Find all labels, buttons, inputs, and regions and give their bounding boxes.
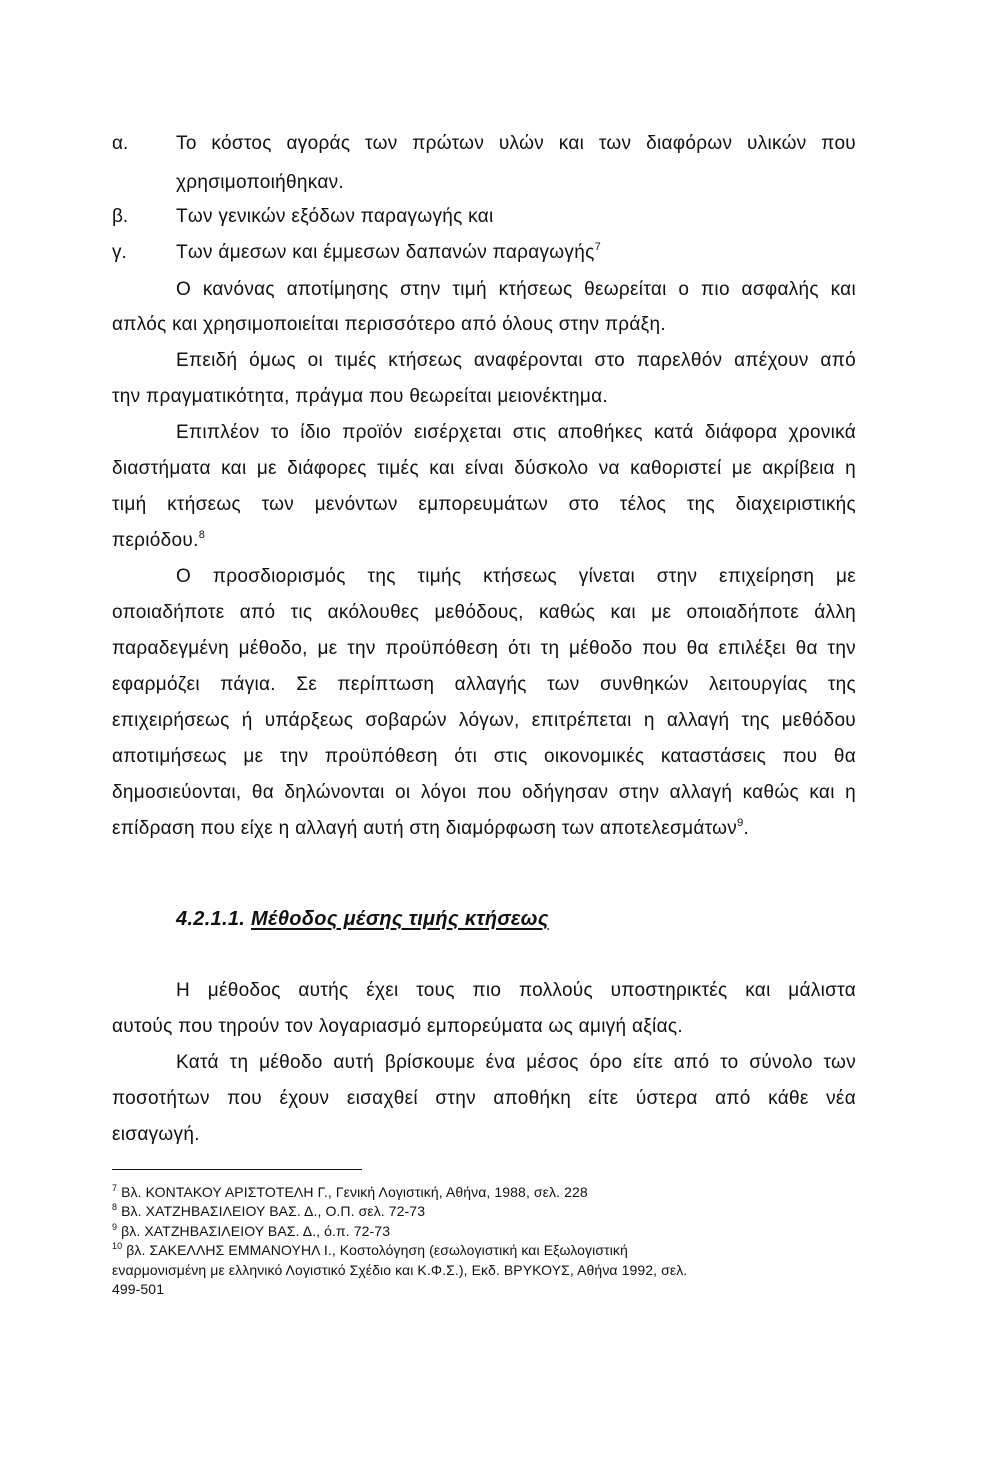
paragraph-3-line1: Επιπλέον το ίδιο προϊόν εισέρχεται στις αποθήκες κατά διάφορα χρονικά — [176, 422, 856, 443]
footnote-8-text: Βλ. ΧΑΤΖΗΒΑΣΙΛΕΙΟΥ ΒΑΣ. Δ., Ο.Π. σελ. 72-73 — [121, 1203, 426, 1219]
section-title: Μέθοδος μέσης τιμής κτήσεως — [250, 908, 549, 930]
footnote-7 — [112, 1184, 588, 1200]
list-item-c-text: Των άμεσων και έμμεσων δαπανών παραγωγής — [176, 242, 595, 263]
section-number: 4.2.1.1. — [176, 908, 246, 930]
paragraph-4-line4: εφαρμόζει πάγια. Σε περίπτωση αλλαγής των συνθηκών λειτουργίας της — [112, 674, 856, 695]
paragraph-2-line2: την πραγματικότητα, πράγμα που θεωρείται μειονέκτημα. — [112, 386, 608, 407]
footnote-9-text: βλ. ΧΑΤΖΗΒΑΣΙΛΕΙΟΥ ΒΑΣ. Δ., ό.π. 72-73 — [121, 1223, 391, 1239]
footnote-9-number: 9 — [112, 1222, 118, 1232]
paragraph-1-line1: Ο κανόνας αποτίμησης στην τιμή κτήσεως θεωρείται ο πιο ασφαλής και — [176, 279, 856, 300]
paragraph-4-line7: δημοσιεύονται, θα δηλώνονται οι λόγοι που οδήγησαν στην αλλαγή καθώς και η — [112, 782, 856, 803]
list-item-b: Των γενικών εξόδων παραγωγής και — [176, 206, 494, 227]
paragraph-4-line3: παραδεγμένη μέθοδο, με την προϋπόθεση ότι τη μέθοδο που θα επιλέξει θα την — [112, 638, 856, 659]
footnote-10-number: 10 — [112, 1241, 123, 1251]
paragraph-3-line2: διαστήματα και με διάφορες τιμές και είναι δύσκολο να καθοριστεί με ακρίβεια η — [112, 458, 856, 479]
paragraph-1-line2: απλός και χρησιμοποιείται περισσότερο από όλους στην πράξη. — [112, 314, 666, 335]
paragraph-5-line1: Η μέθοδος αυτής έχει τους πιο πολλούς υποστηρικτές και μάλιστα — [176, 980, 856, 1001]
list-item-a-line1: Το κόστος αγοράς των πρώτων υλών και των διαφόρων υλικών που — [176, 133, 856, 154]
paragraph-5-line2: αυτούς που τηρούν τον λογαριασμό εμπορεύματα ως αμιγή αξίας. — [112, 1016, 683, 1037]
footnote-8 — [112, 1203, 425, 1219]
paragraph-4-line8-period: . — [743, 818, 750, 839]
paragraph-4-line6: αποτιμήσεως με την προϋπόθεση ότι στις οικονομικές καταστάσεις που θα — [112, 746, 856, 767]
list-marker-a: α. — [112, 133, 129, 154]
footnote-separator — [112, 1169, 362, 1170]
list-item-c — [176, 242, 601, 264]
paragraph-6-line1: Κατά τη μέθοδο αυτή βρίσκουμε ένα μέσος όρο είτε από το σύνολο των — [176, 1052, 856, 1073]
paragraph-4-line8-text: επίδραση που είχε η αλλαγή αυτή στη διαμόρφωση των αποτελεσμάτων — [112, 818, 738, 839]
footnote-ref-7: 7 — [594, 241, 601, 253]
footnote-10 — [112, 1242, 628, 1258]
paragraph-3-line3: τιμή κτήσεως των μενόντων εμπορευμάτων στο τέλος της διαχειριστικής — [112, 494, 856, 515]
paragraph-3-line4-text: περιόδου. — [112, 530, 199, 551]
paragraph-4-line5: επιχειρήσεως ή υπάρξεως σοβαρών λόγων, επιτρέπεται η αλλαγή της μεθόδου — [112, 710, 856, 731]
footnote-9 — [112, 1223, 390, 1239]
footnote-ref-9: 9 — [737, 817, 744, 829]
paragraph-6-line2: ποσοτήτων που έχουν εισαχθεί στην αποθήκη είτε ύστερα από κάθε νέα — [112, 1088, 856, 1109]
paragraph-6-line3: εισαγωγή. — [112, 1124, 200, 1145]
section-heading — [176, 908, 549, 931]
footnote-8-number: 8 — [112, 1202, 118, 1212]
paragraph-4-line8 — [112, 818, 749, 840]
paragraph-4-line2: οποιαδήποτε από τις ακόλουθες μεθόδους, καθώς και με οποιαδήποτε άλλη — [112, 602, 856, 623]
footnote-10-continuation-2: 499-501 — [112, 1281, 165, 1297]
list-marker-b: β. — [112, 206, 129, 227]
footnote-10-continuation-1: εναρμονισμένη με ελληνικό Λογιστικό Σχέδιο και Κ.Φ.Σ.), Εκδ. ΒΡΥΚΟΥΣ, Αθήνα 1992, σελ. — [112, 1262, 688, 1278]
list-marker-c: γ. — [112, 242, 127, 263]
footnote-7-number: 7 — [112, 1183, 118, 1193]
list-item-a-line2: χρησιμοποιήθηκαν. — [176, 172, 345, 193]
paragraph-4-line1: Ο προσδιορισμός της τιμής κτήσεως γίνεται στην επιχείρηση με — [176, 566, 856, 587]
footnote-7-text: Βλ. ΚΟΝΤΑΚΟΥ ΑΡΙΣΤΟΤΕΛΗ Γ., Γενική Λογιστική, Αθήνα, 1988, σελ. 228 — [121, 1184, 588, 1200]
footnote-ref-8: 8 — [198, 529, 206, 541]
footnote-10-text: βλ. ΣΑΚΕΛΛΗΣ ΕΜΜΑΝΟΥΗΛ Ι., Κοστολόγηση (εσωλογιστική και Εξωλογιστική — [126, 1242, 628, 1258]
paragraph-3-line4 — [112, 530, 205, 552]
paragraph-2-line1: Επειδή όμως οι τιμές κτήσεως αναφέρονται στο παρελθόν απέχουν από — [176, 350, 856, 371]
